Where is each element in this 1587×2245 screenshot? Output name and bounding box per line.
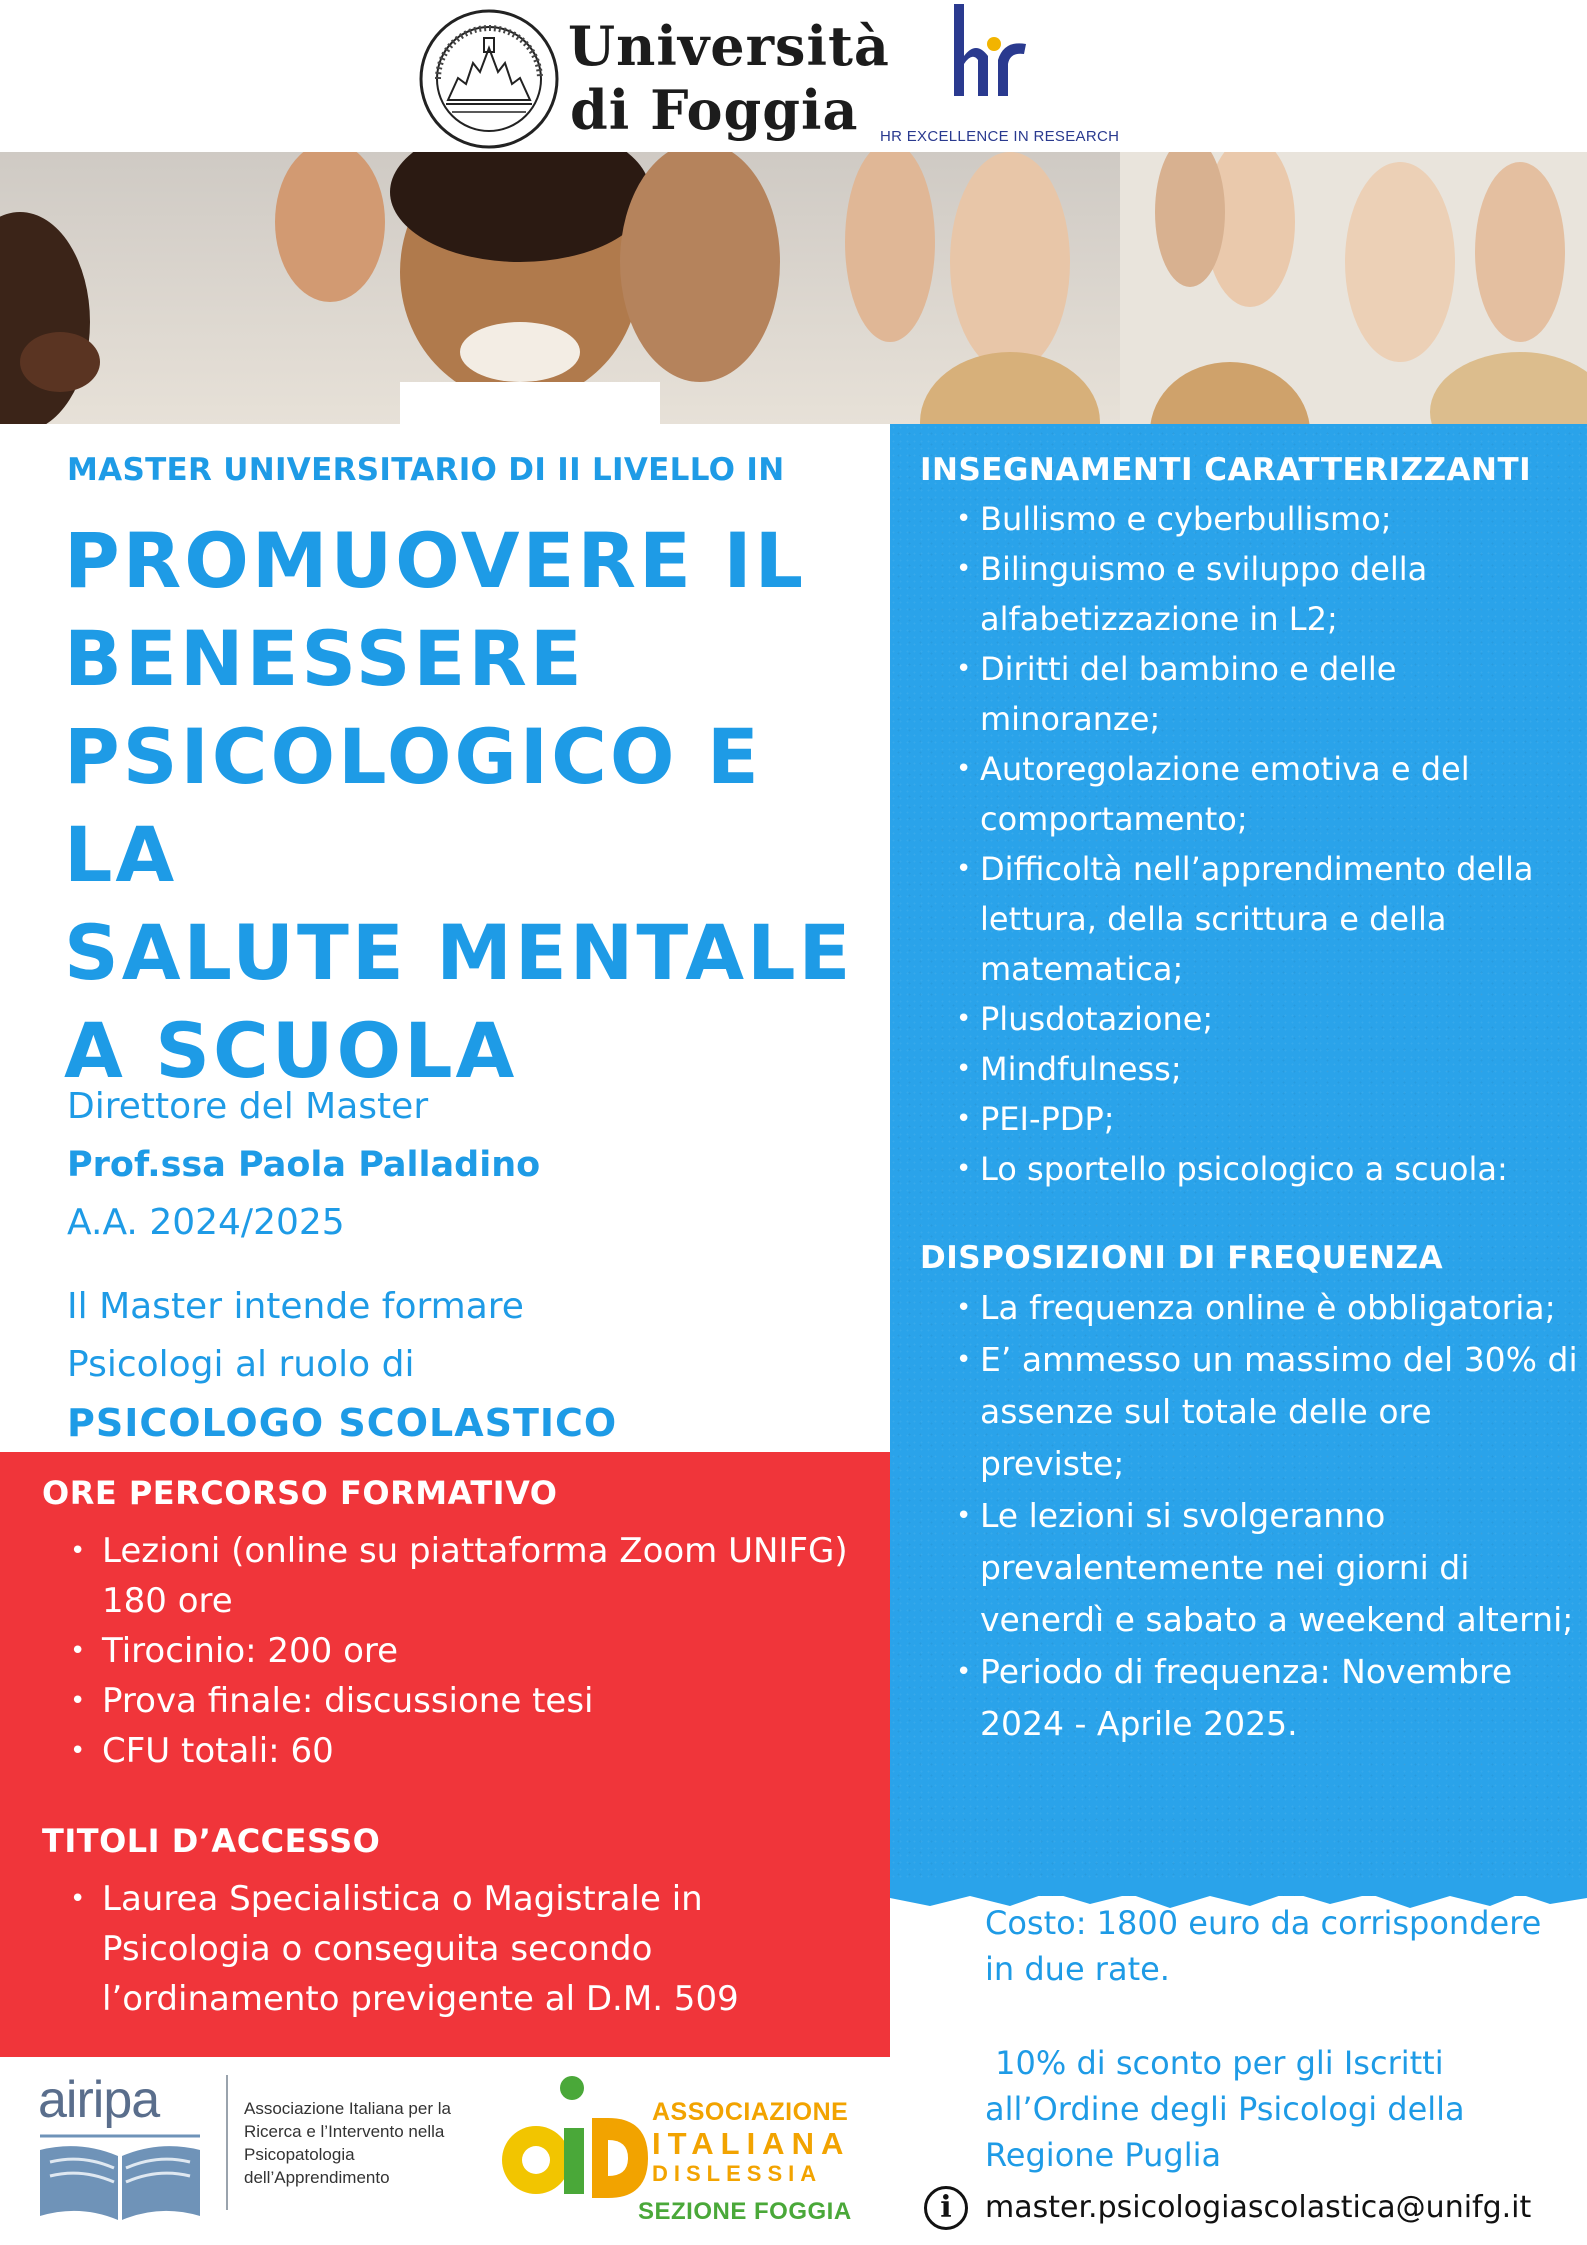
sconto-line: Regione Puglia [985, 2136, 1222, 2174]
university-name [568, 14, 890, 142]
aim-role: PSICOLOGO SCOLASTICO [67, 1401, 618, 1445]
airipa-desc-line: Ricerca e l’Intervento nella [244, 2122, 445, 2141]
aid-name [652, 2098, 850, 2187]
director-name: Prof.ssa Paola Palladino [67, 1145, 541, 1185]
children-raising-hands-image [0, 152, 1587, 424]
titoli-list [42, 1874, 762, 2024]
master-level-lead: MASTER UNIVERSITARIO DI II LIVELLO IN [67, 452, 785, 488]
list-item: • Diritti del bambino e delle minoranze; [920, 644, 1580, 744]
red-panel [0, 1452, 890, 2057]
aim-line: Il Master intende formare [67, 1286, 524, 1327]
list-item: • Lo sportello psicologico a scuola: [920, 1144, 1580, 1194]
master-title-line: BENESSERE [64, 614, 585, 703]
list-item: • La frequenza online è obbligatoria; [920, 1282, 1580, 1334]
list-item: • Periodo di frequenza: Novembre 2024 - Aprile 2025. [920, 1646, 1580, 1750]
info-icon: i [924, 2186, 968, 2230]
list-item: • Plusdotazione; [920, 994, 1580, 1044]
costo-line: in due rate. [985, 1950, 1170, 1988]
airipa-logo-text: airipa [38, 2071, 160, 2129]
aid-line: ASSOCIAZIONE [652, 2098, 849, 2126]
director-block [67, 1078, 540, 1252]
list-item: • E’ ammesso un massimo del 30% di assenze sul totale delle ore previste; [920, 1334, 1580, 1490]
list-item: • Laurea Specialistica o Magistrale in Psicologia o conseguita secondo l’ordinamento previgente al D.M. 509 [42, 1874, 762, 2024]
aim-line: Psicologi al ruolo di [67, 1344, 415, 1385]
ore-list [42, 1526, 882, 1776]
contact-email[interactable]: master.psicologiascolastica@unifg.it [985, 2190, 1532, 2225]
blue-panel [890, 424, 1587, 1896]
list-item: • PEI-PDP; [920, 1094, 1580, 1144]
university-name-line1: Università [568, 14, 890, 78]
list-item: • CFU totali: 60 [42, 1726, 882, 1776]
costo-text [985, 1900, 1541, 1992]
master-title-line: A SCUOLA [64, 1006, 518, 1095]
sconto-line: all’Ordine degli Psicologi della [985, 2090, 1465, 2128]
airipa-desc-line: dell’Apprendimento [244, 2168, 390, 2187]
airipa-desc-line: Associazione Italiana per la [244, 2099, 451, 2118]
airipa-desc-line: Psicopatologia [244, 2145, 355, 2164]
university-name-line2: di Foggia [570, 78, 859, 142]
ore-title: ORE PERCORSO FORMATIVO [42, 1474, 558, 1512]
insegnamenti-list [920, 494, 1580, 1194]
divider [226, 2075, 228, 2210]
master-title [64, 512, 894, 1100]
list-item: • Bilinguismo e sviluppo della alfabetizzazione in L2; [920, 544, 1580, 644]
costo-line: Costo: 1800 euro da corrispondere [985, 1904, 1542, 1942]
list-item: • Autoregolazione emotiva e del comportamento; [920, 744, 1580, 844]
header [0, 0, 1587, 152]
titoli-title: TITOLI D’ACCESSO [42, 1822, 381, 1860]
master-title-line: PROMUOVERE IL [64, 516, 807, 605]
master-title-line: SALUTE MENTALE [64, 908, 854, 997]
children-photo-banner [0, 152, 1587, 424]
hr-caption: HR EXCELLENCE IN RESEARCH [880, 128, 1120, 145]
list-item: • Mindfulness; [920, 1044, 1580, 1094]
master-aim [67, 1278, 617, 1452]
frequenza-title: DISPOSIZIONI DI FREQUENZA [920, 1240, 1444, 1276]
sconto-line: 10% di sconto per gli Iscritti [985, 2044, 1444, 2082]
academic-year: A.A. 2024/2025 [67, 1202, 345, 1243]
aid-line: ITALIANA [652, 2126, 851, 2161]
master-title-line: PSICOLOGICO E LA [64, 712, 762, 899]
list-item: • Tirocinio: 200 ore [42, 1626, 882, 1676]
sconto-text [985, 2040, 1465, 2178]
university-seal-icon [418, 8, 560, 150]
airipa-description [244, 2097, 451, 2189]
blue-panel-content [920, 452, 1580, 1750]
aid-line: DISLESSIA [652, 2161, 823, 2186]
list-item: • Bullismo e cyberbullismo; [920, 494, 1580, 544]
list-item: • Prova finale: discussione tesi [42, 1676, 882, 1726]
aid-section: SEZIONE FOGGIA [638, 2198, 852, 2225]
list-item: • Le lezioni si svolgeranno prevalentemente nei giorni di venerdì e sabato a weekend alterni; [920, 1490, 1580, 1646]
list-item: • Lezioni (online su piattaforma Zoom UNIFG) 180 ore [42, 1526, 862, 1626]
insegnamenti-title: INSEGNAMENTI CARATTERIZZANTI [920, 452, 1532, 488]
frequenza-list [920, 1282, 1580, 1750]
director-label: Direttore del Master [67, 1086, 429, 1127]
aid-logo-icon [498, 2070, 658, 2210]
list-item: • Difficoltà nell’apprendimento della lettura, della scrittura e della matematica; [920, 844, 1580, 994]
